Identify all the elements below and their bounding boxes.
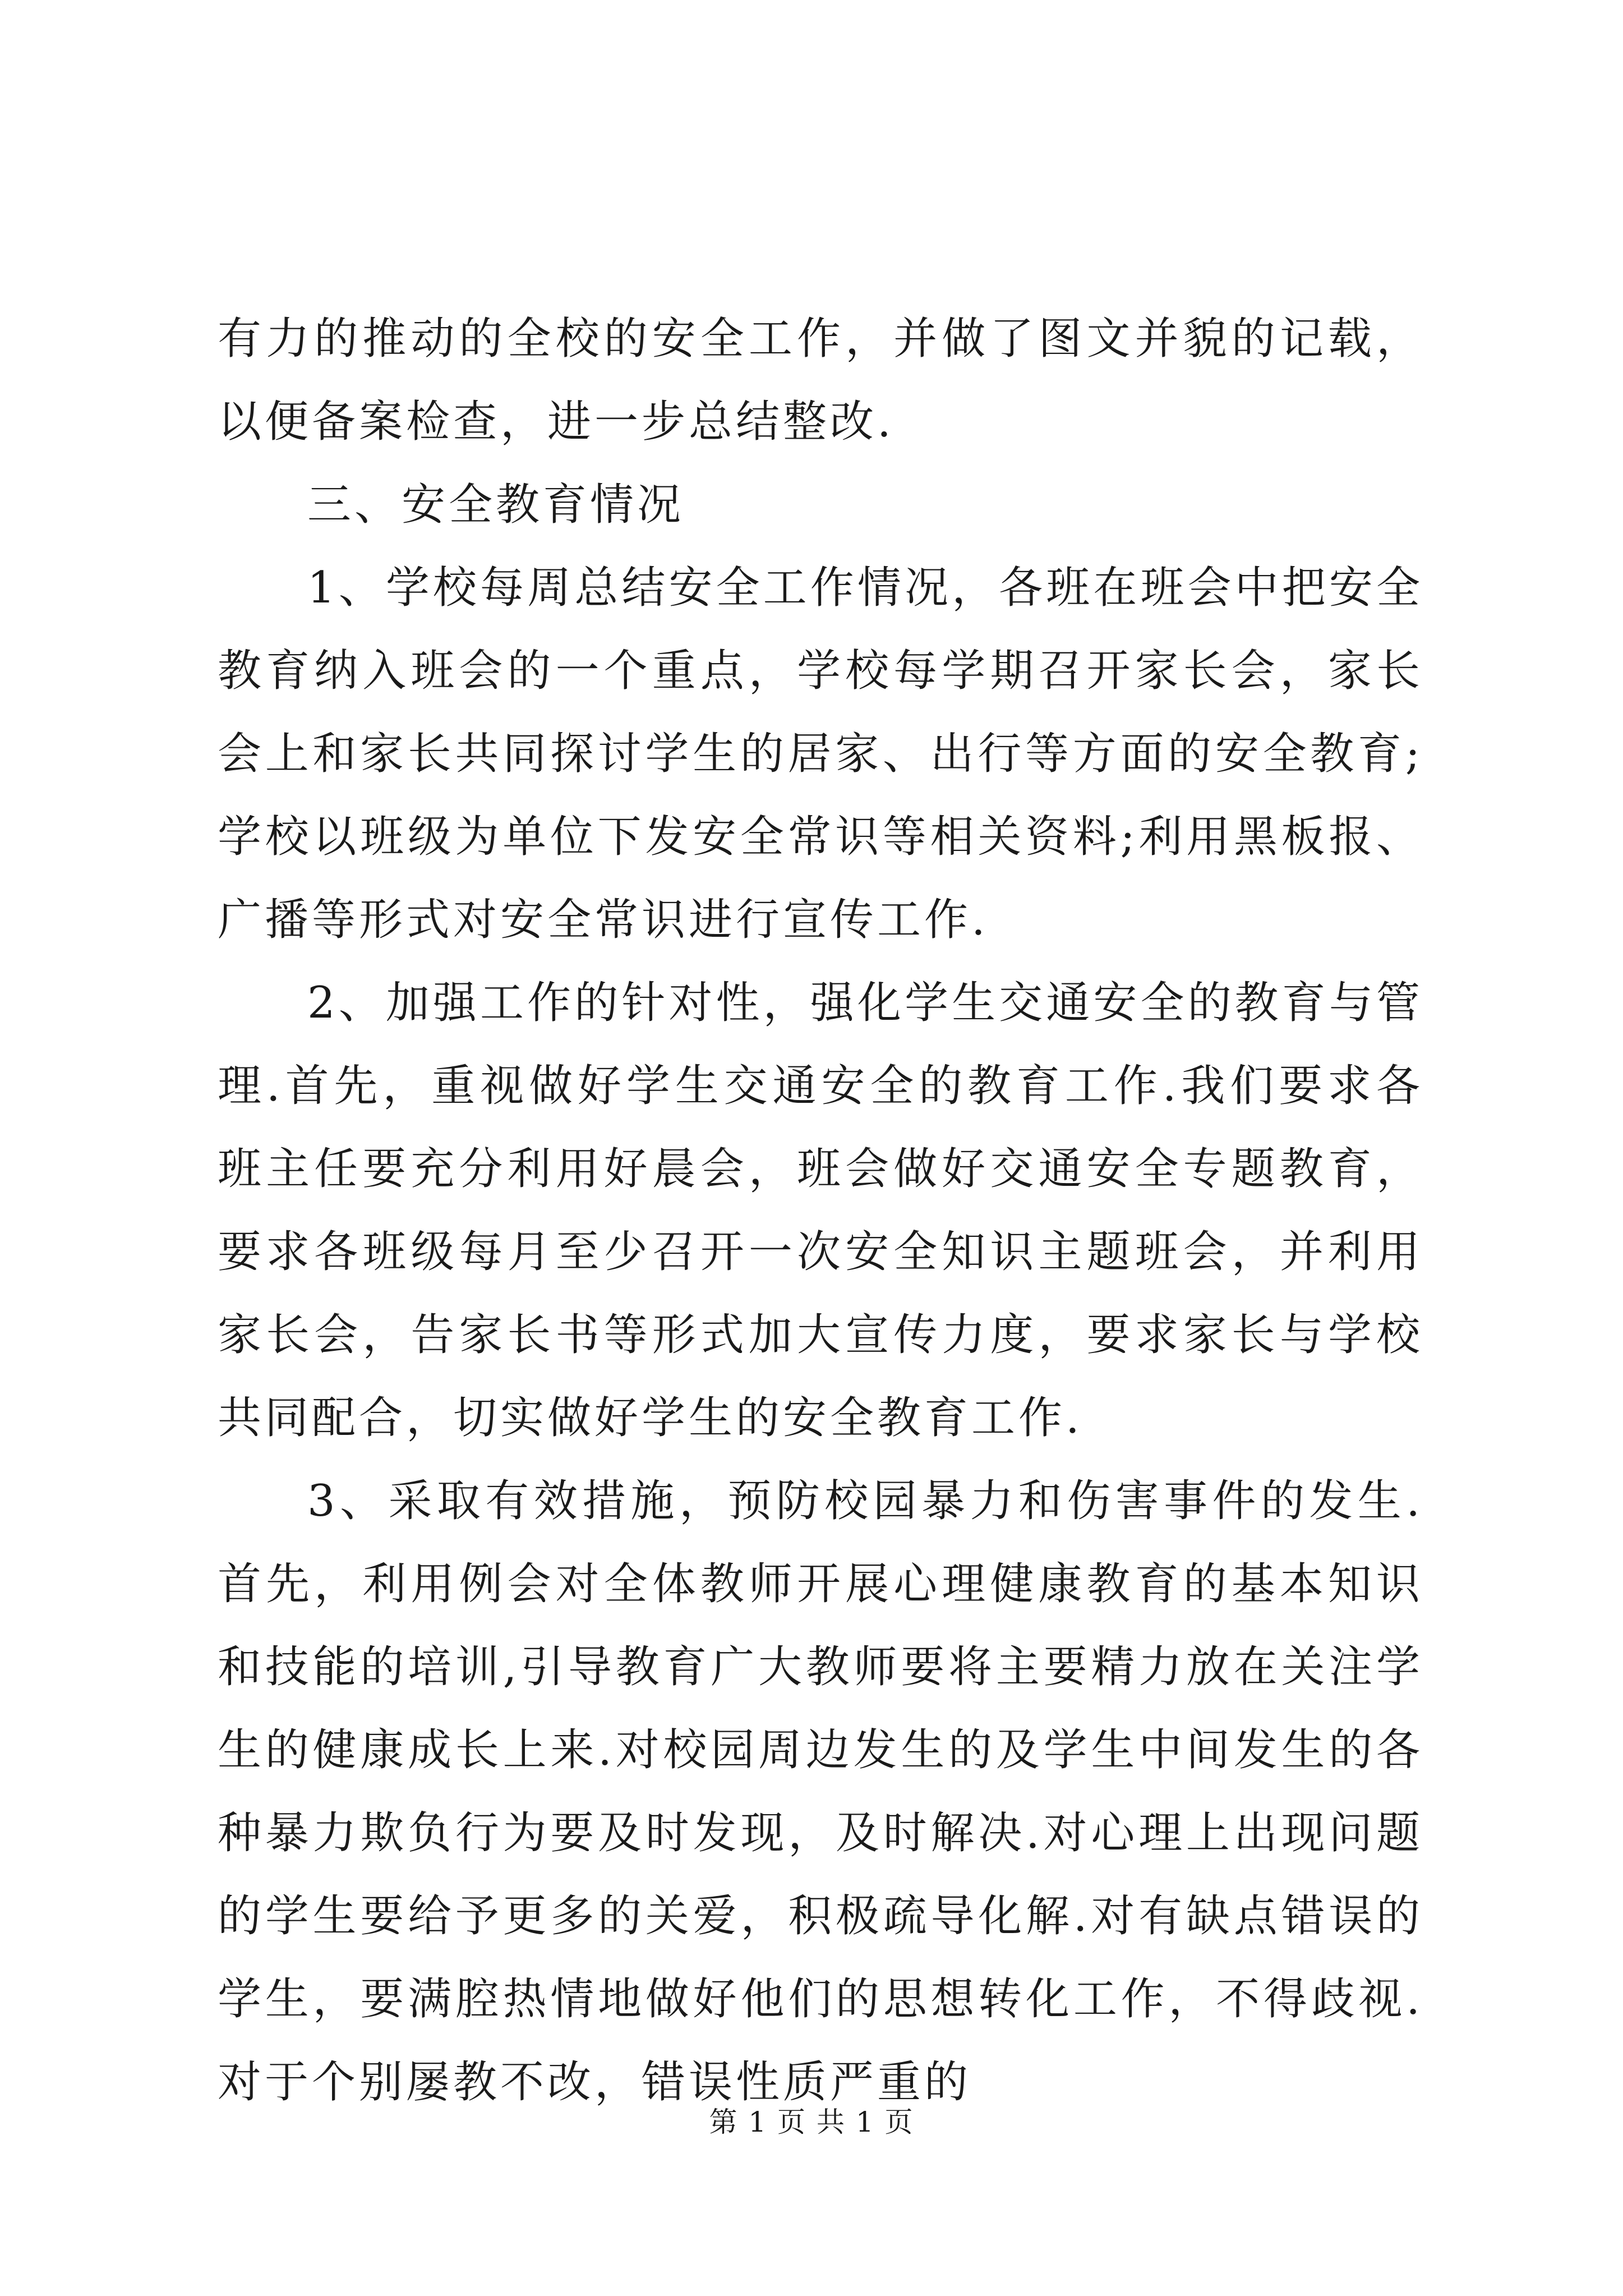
section-heading: 三、安全教育情况 (307, 480, 685, 530)
paragraph-1: 1、学校每周总结安全工作情况，各班在班会中把安全教育纳入班会的一个重点，学校每学期召开家长会，家长会上和家长共同探讨学生的居家、出行等方面的安全教育;学校以班级为单位下发安全常识等相关资料;利用黑板报、广播等形式对安全常识进行宣传工作. (218, 563, 1423, 945)
paragraph-2: 2、加强工作的针对性，强化学生交通安全的教育与管理.首先，重视做好学生交通安全的教育工作.我们要求各班主任要充分利用好晨会，班会做好交通安全专题教育，要求各班级每月至少召开一次安全知识主题班会，并利用家长会，告家长书等形式加大宣传力度，要求家长与学校共同配合，切实做好学生的安全教育工作. (218, 978, 1423, 1443)
document-body (218, 297, 1423, 2124)
paragraph-3: 3、采取有效措施，预防校园暴力和伤害事件的发生.首先，利用例会对全体教师开展心理健康教育的基本知识和技能的培训,引导教育广大教师要将主要精力放在关注学生的健康成长上来.对校园周边发生的及学生中间发生的各种暴力欺负行为要及时发现，及时解决.对心理上出现问题的学生要给予更多的关爱，积极疏导化解.对有缺点错误的学生，要满腔热情地做好他们的思想转化工作，不得歧视.对于个别屡教不改，错误性质严重的 (218, 1476, 1423, 2108)
page-footer: 第 1 页 共 1 页 (709, 2106, 914, 2138)
paragraph-continuation: 有力的推动的全校的安全工作，并做了图文并貌的记载，以便备案检查，进一步总结整改. (218, 314, 1423, 447)
